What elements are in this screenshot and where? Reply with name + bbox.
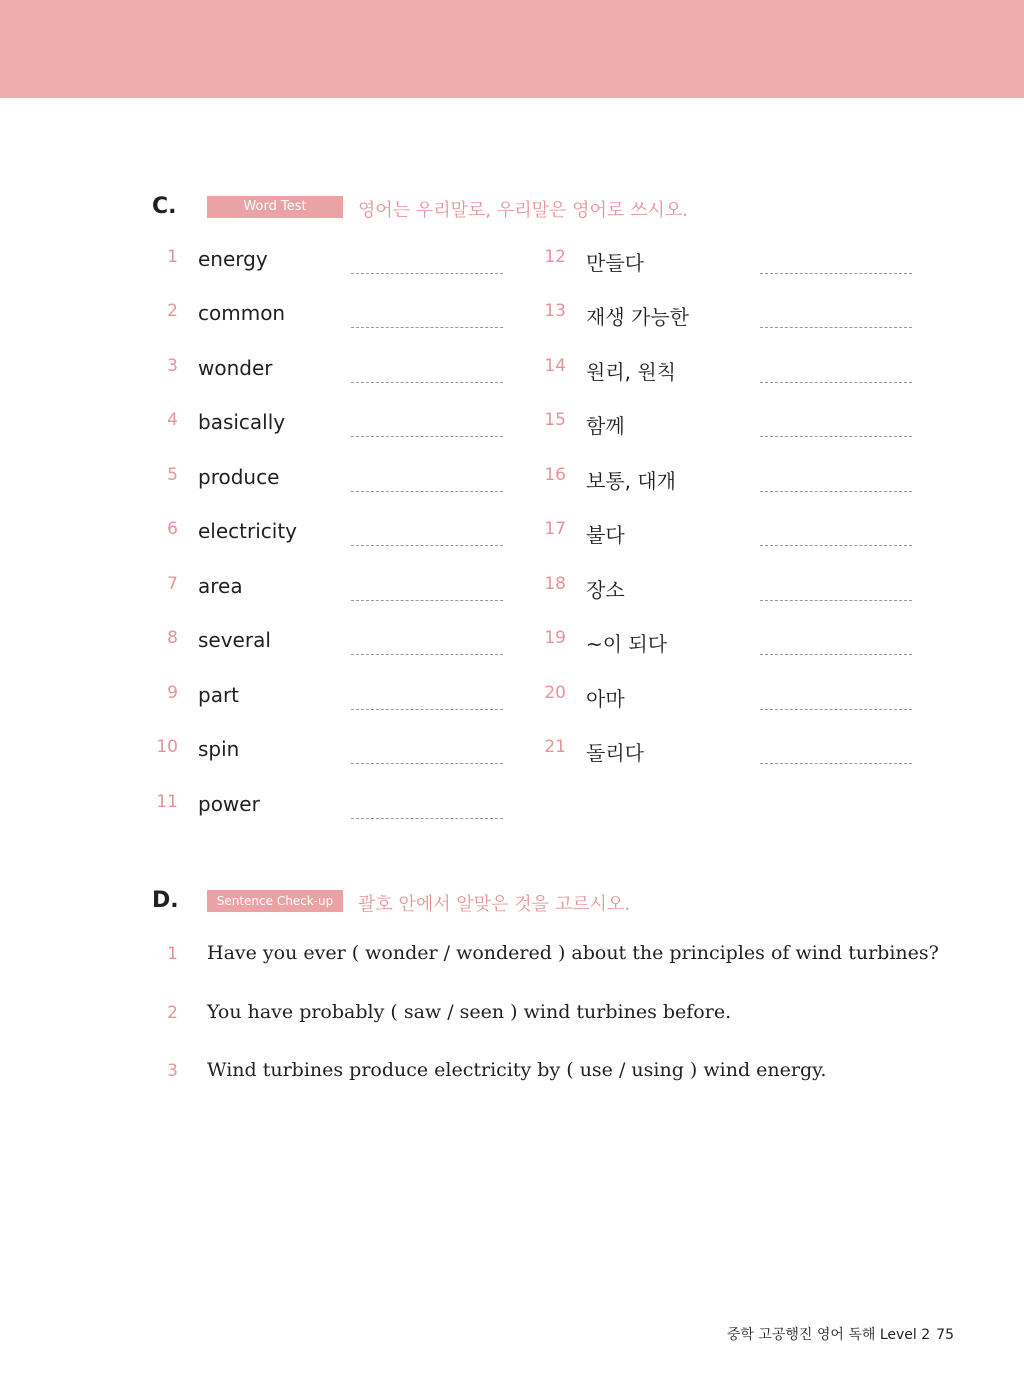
- item-number: 7: [167, 574, 178, 594]
- item-number: 5: [167, 465, 178, 485]
- answer-blank[interactable]: [760, 763, 912, 764]
- item-word: power: [198, 792, 260, 816]
- answer-blank[interactable]: [351, 600, 503, 601]
- answer-blank[interactable]: [351, 491, 503, 492]
- item-number: 11: [156, 792, 178, 812]
- word-item: [538, 574, 918, 614]
- item-number: 4: [167, 410, 178, 430]
- item-number: 6: [167, 519, 178, 539]
- answer-blank[interactable]: [760, 545, 912, 546]
- item-word: 불다: [586, 523, 625, 547]
- item-word: 함께: [586, 414, 625, 438]
- item-number: 1: [167, 247, 178, 267]
- word-item: [150, 410, 510, 450]
- item-number: 12: [544, 247, 566, 267]
- section-d-instruction: 괄호 안에서 알맞은 것을 고르시오.: [358, 894, 631, 915]
- item-number: 15: [544, 410, 566, 430]
- item-word: ~이 되다: [586, 632, 668, 656]
- word-item: [150, 519, 510, 559]
- page-number: 75: [936, 1327, 954, 1343]
- item-number: 21: [544, 737, 566, 757]
- word-item: [150, 574, 510, 614]
- answer-blank[interactable]: [351, 436, 503, 437]
- sentence-checkup-tag: Sentence Check-up: [207, 890, 343, 912]
- item-word: 돌리다: [586, 741, 644, 765]
- item-word: 아마: [586, 687, 625, 711]
- item-word: 재생 가능한: [586, 305, 689, 329]
- answer-blank[interactable]: [760, 709, 912, 710]
- item-word: area: [198, 574, 243, 598]
- word-item: [150, 683, 510, 723]
- item-word: produce: [198, 465, 280, 489]
- item-number: 9: [167, 683, 178, 703]
- answer-blank[interactable]: [351, 818, 503, 819]
- answer-blank[interactable]: [351, 545, 503, 546]
- word-item: [150, 737, 510, 777]
- book-title: 중학 고공행진 영어 독해 Level 2: [726, 1327, 931, 1343]
- answer-blank[interactable]: [760, 436, 912, 437]
- item-number: 13: [544, 301, 566, 321]
- sentence-number: 2: [167, 1003, 178, 1023]
- section-d-letter: D.: [152, 888, 179, 913]
- header-band: [0, 0, 1024, 98]
- word-item: [538, 519, 918, 559]
- word-item: [538, 465, 918, 505]
- answer-blank[interactable]: [760, 382, 912, 383]
- item-number: 16: [544, 465, 566, 485]
- word-item: [150, 301, 510, 341]
- word-item: [538, 301, 918, 341]
- item-word: 원리, 원칙: [586, 360, 676, 384]
- word-item: [150, 628, 510, 668]
- item-number: 3: [167, 356, 178, 376]
- answer-blank[interactable]: [351, 763, 503, 764]
- item-number: 8: [167, 628, 178, 648]
- answer-blank[interactable]: [351, 382, 503, 383]
- answer-blank[interactable]: [760, 600, 912, 601]
- sentence-item: [152, 942, 972, 972]
- answer-blank[interactable]: [351, 273, 503, 274]
- word-item: [150, 247, 510, 287]
- item-number: 17: [544, 519, 566, 539]
- answer-blank[interactable]: [351, 709, 503, 710]
- answer-blank[interactable]: [760, 327, 912, 328]
- section-c-instruction: 영어는 우리말로, 우리말은 영어로 쓰시오.: [358, 200, 688, 221]
- sentence-text: You have probably ( saw / seen ) wind turbines before.: [207, 1001, 732, 1023]
- word-test-tag: Word Test: [207, 196, 343, 218]
- sentence-item: [152, 1001, 972, 1031]
- item-word: electricity: [198, 519, 298, 543]
- answer-blank[interactable]: [760, 273, 912, 274]
- item-number: 19: [544, 628, 566, 648]
- item-word: 보통, 대개: [586, 469, 676, 493]
- word-item: [150, 465, 510, 505]
- item-number: 14: [544, 356, 566, 376]
- sentence-number: 3: [167, 1061, 178, 1081]
- sentence-text: Wind turbines produce electricity by ( use / using ) wind energy.: [207, 1059, 827, 1081]
- item-number: 20: [544, 683, 566, 703]
- item-word: basically: [198, 410, 286, 434]
- item-number: 2: [167, 301, 178, 321]
- word-item: [150, 356, 510, 396]
- sentence-number: 1: [167, 944, 178, 964]
- word-item: [538, 737, 918, 777]
- word-item: [150, 792, 510, 832]
- word-item: [538, 247, 918, 287]
- sentence-text: Have you ever ( wonder / wondered ) about the principles of wind turbines?: [207, 942, 939, 964]
- item-word: common: [198, 301, 286, 325]
- item-word: wonder: [198, 356, 273, 380]
- item-number: 18: [544, 574, 566, 594]
- sentence-item: [152, 1059, 972, 1089]
- word-item: [538, 683, 918, 723]
- item-number: 10: [156, 737, 178, 757]
- item-word: part: [198, 683, 240, 707]
- answer-blank[interactable]: [760, 654, 912, 655]
- item-word: 장소: [586, 578, 625, 602]
- item-word: energy: [198, 247, 268, 271]
- page-footer: [727, 1324, 954, 1344]
- section-c-letter: C.: [152, 194, 177, 219]
- word-item: [538, 628, 918, 668]
- answer-blank[interactable]: [351, 327, 503, 328]
- item-word: several: [198, 628, 271, 652]
- word-item: [538, 410, 918, 450]
- item-word: spin: [198, 737, 240, 761]
- answer-blank[interactable]: [760, 491, 912, 492]
- answer-blank[interactable]: [351, 654, 503, 655]
- item-word: 만들다: [586, 251, 644, 275]
- word-item: [538, 356, 918, 396]
